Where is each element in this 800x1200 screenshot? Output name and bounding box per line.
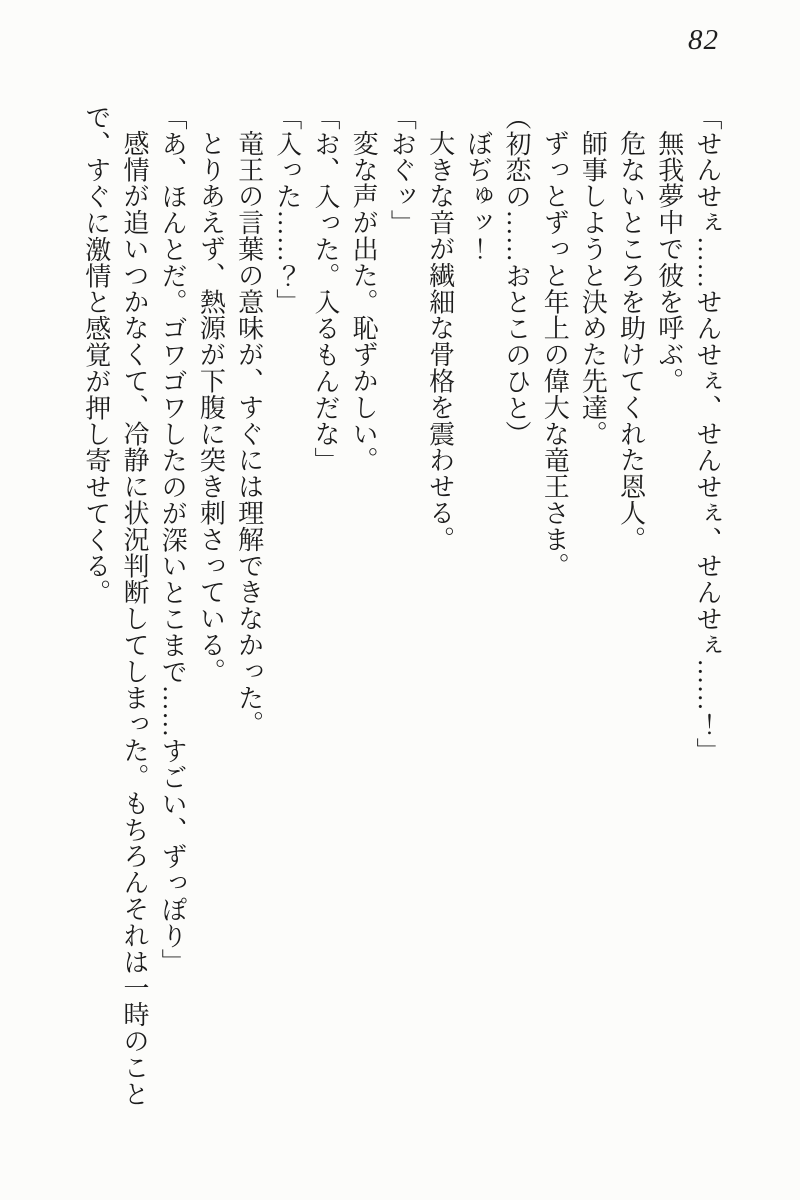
paragraph-1: 「せんせぇ……せんせぇ、せんせぇ、せんせぇ……！」 [693, 104, 722, 764]
paragraph-5: ずっとずっと年上の偉大な竜王さま。 [540, 130, 570, 579]
paragraph-9: 「おぐッ」 [387, 104, 417, 236]
paragraph-14: とりあえず、熱源が下腹に突き刺さっている。 [196, 130, 226, 685]
paragraph-2: 無我夢中で彼を呼ぶ。 [654, 130, 684, 394]
paragraph-7: ぼぢゅッ！ [463, 130, 493, 262]
paragraph-11: 「お、入った。入るもんだな」 [310, 104, 340, 474]
paragraph-16: 感情が追いつかなくて、冷静に状況判断してしまった。もちろんそれは一時のことで、すぐに激情と感覚が押し寄せてくる。 [81, 104, 149, 1107]
paragraph-8: 大きな音が繊細な骨格を震わせる。 [425, 130, 455, 553]
page-number: 82 [688, 24, 719, 56]
paragraph-12: 「入った……？」 [272, 104, 302, 316]
paragraph-10: 変な声が出た。恥ずかしい。 [349, 130, 379, 474]
paragraph-15: 「あ、ほんとだ。ゴワゴワしたのが深いとこまで……すごい、ずっぽり」 [158, 104, 188, 976]
paragraph-3: 危ないところを助けてくれた恩人。 [616, 130, 646, 553]
vertical-text-block [77, 104, 726, 1114]
paragraph-13: 竜王の言葉の意味が、すぐには理解できなかった。 [234, 130, 264, 738]
paragraph-6: （初恋の……おとこのひと） [501, 104, 531, 448]
paragraph-4: 師事しようと決めた先達。 [578, 130, 608, 447]
